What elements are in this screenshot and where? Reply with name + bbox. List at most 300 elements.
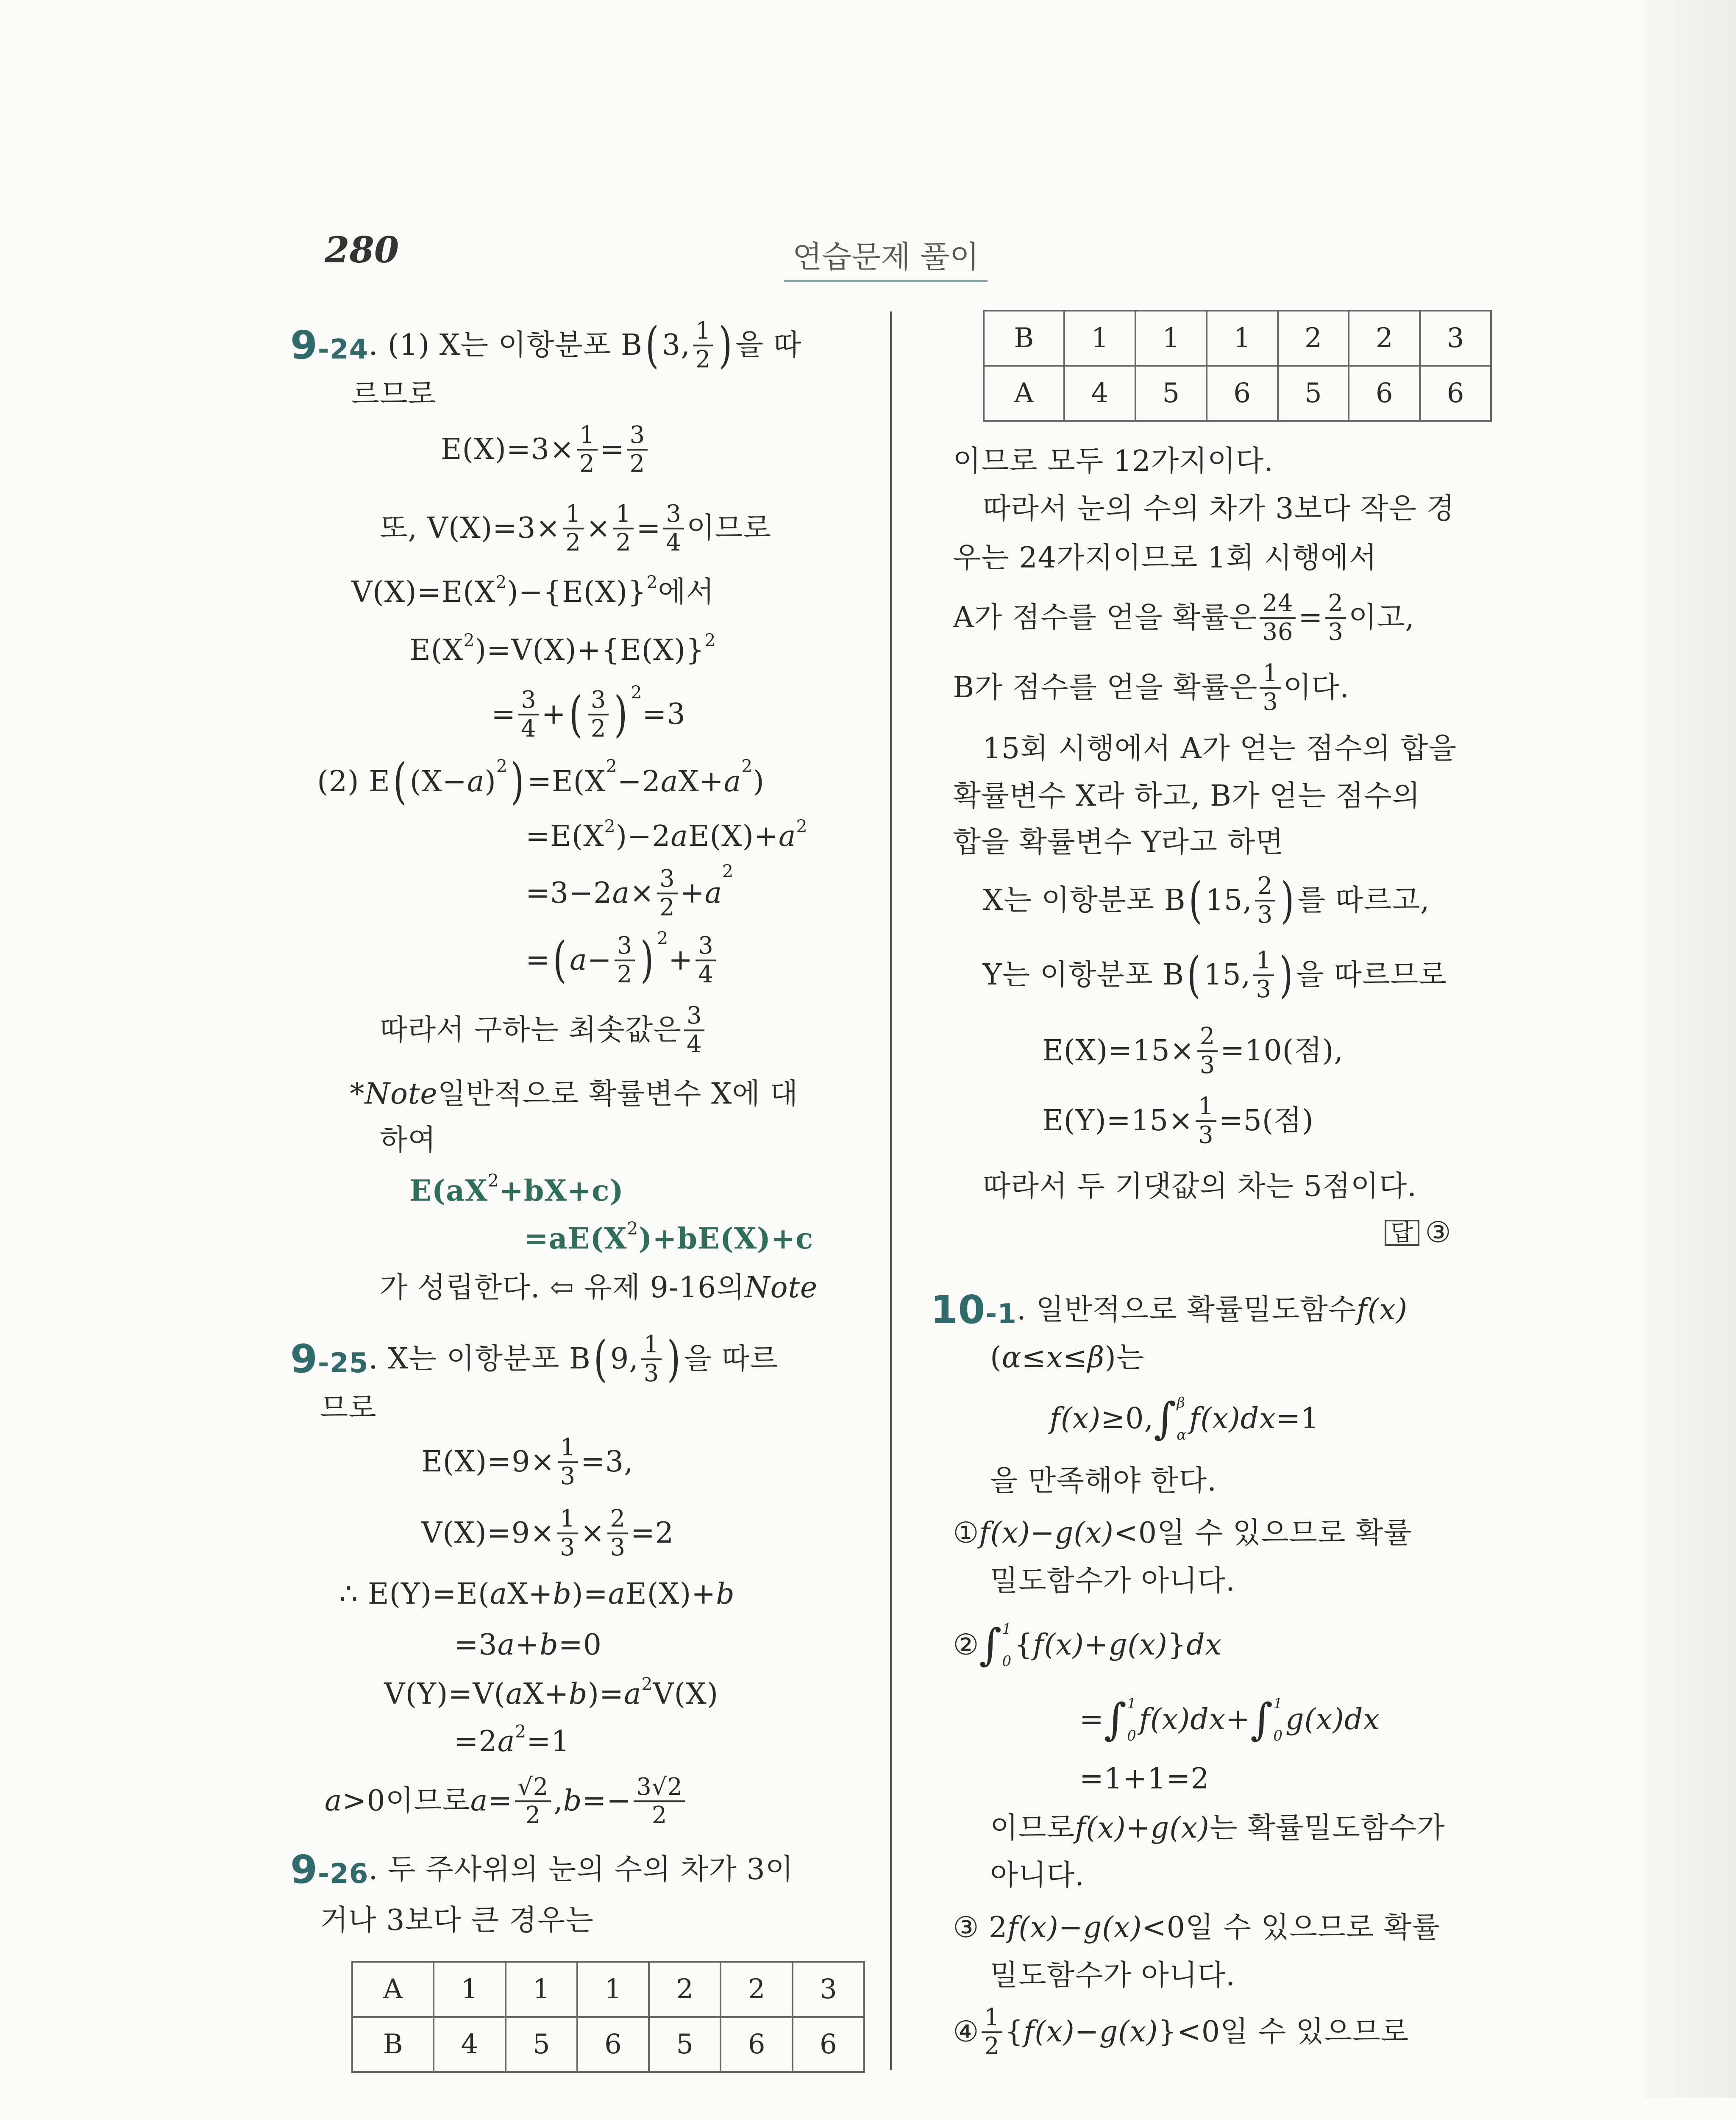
text: }<0일 수 있으므로 (1158, 2015, 1409, 2049)
text: 따라서 두 기댓값의 차는 5점이다. (982, 1169, 1417, 1203)
superscript: 2 (606, 756, 618, 777)
text-line (990, 1958, 1235, 1992)
highlight-formula: )+bE(X)+c (638, 1221, 814, 1256)
text-line (982, 946, 1447, 1004)
superscript: 2 (463, 630, 475, 651)
text-line (990, 1811, 1445, 1845)
text: ② (953, 1628, 979, 1662)
integral-sign-icon: ∫ (1250, 1694, 1274, 1745)
math-variable: a (608, 1577, 626, 1611)
fraction-denominator: 3 (1257, 901, 1273, 929)
answer-label: 답 (1385, 1220, 1419, 1246)
table-cell: 5 (506, 2017, 577, 2072)
text: = (1079, 1702, 1104, 1736)
text: { (1004, 2015, 1024, 2049)
text: =2 (454, 1725, 498, 1759)
text-line (409, 630, 716, 667)
text: 을 따르므로 (1296, 958, 1447, 992)
problem-number (290, 1847, 369, 1893)
table-cell: 2 (1349, 311, 1420, 366)
text: =E(X (526, 820, 604, 854)
fraction (557, 1507, 578, 1560)
fraction-numerator: 2 (1197, 1025, 1218, 1052)
table-cell: 1 (1064, 311, 1135, 366)
text: } (1167, 1628, 1187, 1662)
text-line (421, 1436, 634, 1488)
fraction (657, 867, 677, 920)
text: ① (953, 1516, 979, 1550)
text: E(X)=3× (440, 432, 575, 466)
text: × (630, 876, 655, 910)
text-line (953, 659, 1349, 716)
text: V(X)=E(X (351, 576, 496, 609)
text: 우는 24가지이므로 1회 시행에서 (953, 541, 1377, 575)
text: =10(점), (1220, 1034, 1344, 1068)
table-cell: 1 (506, 1962, 577, 2017)
text-line (953, 779, 1421, 813)
math-variable: b (540, 1628, 559, 1662)
math-variable: a (570, 943, 587, 977)
problem-index: -25 (317, 1347, 369, 1379)
text: 가 성립한다. ⇦ 유제 9-16의 (379, 1271, 745, 1304)
text-line (1042, 1095, 1314, 1148)
outcome-table (983, 310, 1492, 422)
fraction (558, 1436, 578, 1488)
text: = (1298, 601, 1323, 634)
text: X+ (523, 1677, 569, 1711)
text: ≥0, (1101, 1402, 1154, 1435)
bracket: ) (640, 932, 654, 989)
text: =3, (580, 1445, 634, 1479)
superscript: 2 (741, 756, 753, 777)
table-row (984, 366, 1491, 421)
text-line (379, 1123, 437, 1157)
table-cell: 2 (1278, 311, 1349, 366)
fraction-denominator: 3 (1199, 1051, 1216, 1079)
text-line (325, 1775, 688, 1828)
text: 거나 3보다 큰 경우는 (320, 1903, 594, 1937)
text: = (526, 943, 551, 977)
text: )= (572, 1577, 608, 1611)
problem-chapter: 10 (930, 1287, 986, 1333)
text: )= (587, 1677, 624, 1711)
text: 을 따 (735, 328, 802, 362)
upper-limit: 1 (1002, 1620, 1012, 1638)
text-line (380, 502, 771, 555)
math-variable: a (497, 1725, 515, 1759)
fraction-numerator: 24 (1260, 592, 1296, 619)
text: 이고, (1348, 601, 1415, 634)
problem-chapter: 9 (290, 323, 318, 368)
text: =3 (454, 1628, 498, 1662)
text: = (491, 698, 516, 731)
lower-limit: 0 (1273, 1727, 1283, 1744)
fraction (563, 502, 584, 555)
text: 따라서 구하는 최솟값은 (379, 1013, 682, 1047)
column-divider (890, 311, 892, 2070)
integral (979, 1619, 1014, 1670)
bracket: ( (593, 1331, 608, 1388)
fraction-numerator: 3 (696, 934, 716, 961)
text: )−2 (615, 820, 671, 854)
fraction-numerator: 1 (558, 1436, 578, 1463)
math-variable: a (624, 1677, 642, 1711)
superscript: 2 (496, 756, 508, 777)
problem-chapter: 9 (290, 1336, 318, 1382)
text: E(X)+ (688, 820, 779, 854)
integral-limits (1127, 1696, 1137, 1743)
table-cell: 5 (649, 2017, 721, 2072)
superscript: 2 (657, 928, 669, 949)
fraction-denominator: 4 (698, 960, 714, 988)
fraction-denominator: 3 (559, 1534, 576, 1562)
table-cell: 6 (1420, 366, 1491, 421)
fraction-denominator: 2 (616, 529, 632, 557)
text-line (982, 732, 1457, 766)
text: E(X)=9× (421, 1445, 555, 1479)
text: V(Y)=V( (384, 1677, 506, 1711)
math-variable: f(x)−g(x) (1024, 2015, 1158, 2049)
fraction-denominator: 36 (1262, 618, 1294, 646)
lower-limit: 0 (1002, 1652, 1012, 1670)
text-line (454, 1628, 602, 1662)
math-variable: a (506, 1677, 523, 1711)
text: + (668, 943, 693, 977)
text-line (290, 319, 801, 372)
superscript: 2 (646, 572, 658, 593)
fraction-numerator: 1 (982, 2006, 1002, 2033)
text-line (930, 1287, 1408, 1333)
problem-number (290, 1336, 369, 1382)
text: Y는 이항분포 B (982, 958, 1185, 992)
text: 는 확률밀도함수가 (1209, 1811, 1445, 1845)
fraction (1197, 1025, 1218, 1077)
math-variable: f(x) (1356, 1293, 1408, 1327)
fraction-numerator: 3 (627, 423, 648, 450)
fraction-denominator: 2 (695, 346, 711, 374)
math-variable: f(x)−g(x) (979, 1516, 1114, 1550)
text-line (990, 1340, 1145, 1374)
fraction-denominator: 2 (565, 529, 581, 557)
text: (X− (409, 765, 467, 798)
text-line (421, 1507, 674, 1560)
math-variable: f(x)dx (1139, 1702, 1226, 1736)
text-line (1079, 1696, 1380, 1743)
fraction (1255, 872, 1275, 929)
bracket: ) (719, 317, 733, 374)
text: V(X)=9× (421, 1516, 555, 1550)
integral-sign-icon: ∫ (1104, 1694, 1127, 1745)
superscript: 2 (796, 816, 808, 837)
text: =0 (558, 1628, 602, 1662)
text-line (953, 828, 1284, 857)
text: ∴ E(Y)=E( (339, 1577, 490, 1611)
fraction (607, 1507, 628, 1560)
text: 확률변수 X라 하고, B가 얻는 점수의 (953, 779, 1421, 813)
fraction-denominator: 2 (617, 960, 633, 988)
fraction-numerator: 1 (577, 423, 597, 450)
text: 이므로 모두 12가지이다. (953, 445, 1274, 478)
fraction (641, 1333, 662, 1386)
fraction-denominator: 2 (525, 1802, 541, 1830)
lower-limit: 0 (1127, 1727, 1137, 1744)
text: B가 점수를 얻을 확률은 (953, 671, 1258, 704)
text: − (587, 943, 612, 977)
text: E(X)=15× (1042, 1034, 1195, 1068)
fraction (627, 423, 648, 476)
fraction-denominator: 4 (666, 529, 682, 557)
math-variable: a (660, 765, 679, 798)
text: { (1014, 1628, 1033, 1662)
math-variable: f(x) (1049, 1402, 1101, 1435)
text: 9, (610, 1342, 639, 1376)
text: 을 만족해야 한다. (990, 1464, 1217, 1498)
table-cell: 6 (1207, 366, 1278, 421)
fraction-numerator: 2 (1255, 875, 1275, 902)
table-cell: 3 (793, 1962, 864, 2017)
fraction-denominator: 3 (1328, 618, 1344, 646)
table-cell: 2 (649, 1962, 721, 2017)
table-cell: 2 (721, 1962, 792, 2017)
table-cell: 1 (577, 1962, 649, 2017)
bracket: ( (1187, 946, 1201, 1004)
fraction-numerator: 3 (615, 934, 635, 961)
math-variable: f(x)dx (1189, 1402, 1276, 1435)
problem-index: -1 (985, 1298, 1017, 1330)
table-cell: 6 (577, 2017, 649, 2072)
fraction-denominator: 3 (643, 1360, 659, 1388)
math-variable: b (553, 1577, 572, 1611)
table-cell: 6 (793, 2017, 864, 2072)
math-variable: a (470, 1784, 488, 1818)
fraction (684, 1004, 704, 1057)
text-line (1042, 1025, 1344, 1077)
superscript: 2 (704, 630, 716, 651)
text: × (580, 1516, 605, 1550)
text: ③ 2 (953, 1911, 1008, 1945)
text-line (990, 1464, 1217, 1498)
text: )는 (1104, 1340, 1145, 1374)
integral-sign-icon: ∫ (1154, 1393, 1177, 1444)
fraction-denominator: 4 (521, 715, 537, 743)
fraction (696, 934, 716, 987)
text-line (953, 2004, 1409, 2061)
text: =− (582, 1784, 632, 1818)
text: E(Y)=15× (1042, 1104, 1194, 1138)
fraction-denominator: 2 (651, 1802, 668, 1830)
fraction-denominator: 3 (1263, 688, 1278, 716)
fraction-denominator: 3 (1256, 976, 1271, 1003)
text: 또, V(X)=3× (379, 512, 561, 545)
math-variable: a (612, 876, 630, 910)
text: . (1) X는 이항분포 B (368, 328, 643, 362)
superscript: 2 (487, 1171, 499, 1191)
fraction-numerator: 1 (693, 319, 713, 346)
text-line (526, 928, 719, 989)
bracket: ) (510, 753, 525, 810)
fraction-numerator: 3 (684, 1004, 704, 1031)
text-line (953, 592, 1415, 644)
text-line (526, 816, 808, 854)
text-line (290, 1333, 778, 1386)
problem-index: -24 (317, 334, 369, 366)
fraction (615, 934, 635, 987)
table-cell: 4 (1064, 366, 1135, 421)
running-title: 연습문제 풀이 (784, 232, 988, 282)
fraction (613, 502, 634, 555)
integral (1104, 1696, 1139, 1743)
text-line (982, 1169, 1417, 1203)
text: ( (990, 1340, 1002, 1374)
math-variable: f(x)+g(x) (1033, 1628, 1168, 1662)
text-line (350, 1077, 798, 1111)
text-line (953, 447, 1274, 476)
text: + (515, 1628, 540, 1662)
highlight-formula: +bX+c) (499, 1174, 624, 1208)
math-variable: *Note (350, 1077, 438, 1111)
text: =3 (642, 698, 686, 731)
text: 이므로 (686, 512, 772, 545)
text: = (636, 512, 661, 545)
bracket: ( (645, 317, 659, 374)
math-variable: α≤x≤β (1002, 1340, 1105, 1374)
text-line (379, 1271, 818, 1304)
text: 밀도함수가 아니다. (990, 1564, 1235, 1598)
text: 15, (1205, 884, 1252, 918)
text-line (1079, 1762, 1210, 1796)
text: 합을 확률변수 Y라고 하면 (953, 826, 1284, 859)
text: 를 따르고, (1297, 884, 1430, 918)
fraction-numerator: 1 (1196, 1095, 1216, 1122)
fraction-numerator: 3 (663, 502, 684, 529)
text-line (982, 492, 1455, 526)
text-line (953, 1619, 1222, 1670)
text: . X는 이항분포 B (368, 1342, 591, 1376)
lower-limit: α (1177, 1426, 1187, 1443)
superscript: 2 (627, 1218, 639, 1239)
text: = (488, 1784, 513, 1818)
fraction-numerator: 1 (563, 502, 584, 529)
fraction-numerator: 2 (607, 1507, 628, 1535)
bracket: ( (569, 686, 583, 743)
text: 이다. (1283, 671, 1349, 704)
text-line (491, 682, 686, 743)
fraction-numerator: 1 (641, 1333, 662, 1360)
math-variable: g(x)dx (1285, 1702, 1380, 1736)
table-cell: 6 (1349, 366, 1420, 421)
table-row (352, 2017, 864, 2072)
fraction-denominator: 2 (590, 715, 606, 743)
fraction (515, 1775, 551, 1828)
bracket: ) (667, 1331, 681, 1388)
integral-sign-icon: ∫ (979, 1619, 1002, 1670)
text-line (953, 1911, 1441, 1945)
text: =3−2 (526, 876, 612, 910)
bracket: ( (393, 753, 407, 810)
text: X+ (678, 765, 724, 798)
math-variable: f(x)+g(x) (1075, 1811, 1210, 1845)
bracket: ) (1281, 872, 1295, 929)
text: =2 (630, 1516, 674, 1550)
upper-limit: β (1177, 1394, 1185, 1411)
fraction-denominator: 2 (579, 450, 595, 478)
text: 을 따르 (684, 1342, 779, 1376)
text: X+ (507, 1577, 553, 1611)
fraction-denominator: 3 (560, 1462, 576, 1490)
text-line (384, 1674, 719, 1711)
math-variable: a (497, 1628, 515, 1662)
text: )−{E(X)} (507, 576, 647, 609)
fraction (982, 2004, 1002, 2061)
integral (1250, 1696, 1285, 1743)
fraction (577, 423, 597, 476)
math-variable: dx (1186, 1628, 1222, 1662)
table-cell: 1 (1135, 311, 1207, 366)
text-line (953, 541, 1377, 575)
math-variable: a (324, 1784, 342, 1818)
text: =1+1=2 (1079, 1762, 1210, 1796)
math-variable: a (779, 820, 796, 854)
highlight-formula: E(aX (409, 1174, 488, 1208)
table-cell: 1 (1207, 311, 1278, 366)
problem-index: -26 (317, 1858, 369, 1890)
text: 밀도함수가 아니다. (990, 1958, 1235, 1992)
text-line (380, 1004, 707, 1057)
superscript: 2 (631, 682, 643, 703)
text-line (320, 1391, 377, 1425)
fraction-numerator: √2 (515, 1775, 551, 1802)
text-line (351, 377, 437, 411)
fraction-denominator: 3 (610, 1534, 626, 1562)
text: (2) E (317, 765, 390, 798)
text: 15회 시행에서 A가 얻는 점수의 합을 (982, 732, 1457, 766)
fraction (1260, 592, 1296, 644)
integral-limits (1002, 1622, 1012, 1669)
text-line (990, 1859, 1085, 1893)
text: 3, (662, 328, 690, 362)
highlight-formula: =aE(X (524, 1221, 627, 1256)
text-line (339, 1577, 735, 1611)
text-line (1049, 1393, 1319, 1444)
text-line (526, 861, 734, 921)
page-number: 280 (325, 229, 399, 271)
text: 아니다. (990, 1859, 1085, 1893)
table-cell: 5 (1135, 366, 1207, 421)
text: =5(점) (1219, 1104, 1314, 1138)
text-line (441, 423, 650, 476)
text: E(X (409, 634, 464, 667)
fraction-denominator: 2 (659, 893, 675, 921)
text-line (982, 872, 1430, 929)
upper-limit: 1 (1127, 1695, 1137, 1712)
text-line (317, 753, 765, 810)
text: 르므로 (351, 377, 437, 411)
text-line (320, 1903, 594, 1937)
text: 에서 (658, 576, 715, 609)
fraction-numerator: 3 (518, 688, 539, 715)
text: X는 이항분포 B (982, 884, 1186, 918)
fraction-numerator: 1 (557, 1507, 578, 1535)
text: >0이므로 (342, 1784, 470, 1818)
fraction (1196, 1095, 1216, 1148)
table-cell: A (984, 366, 1064, 421)
text: 하여 (379, 1123, 437, 1157)
fraction-numerator: 1 (613, 502, 634, 529)
text: = (600, 432, 625, 466)
superscript: 2 (722, 861, 734, 882)
text: ④ (953, 2015, 979, 2049)
page-edge-shadow (1644, 0, 1736, 2098)
